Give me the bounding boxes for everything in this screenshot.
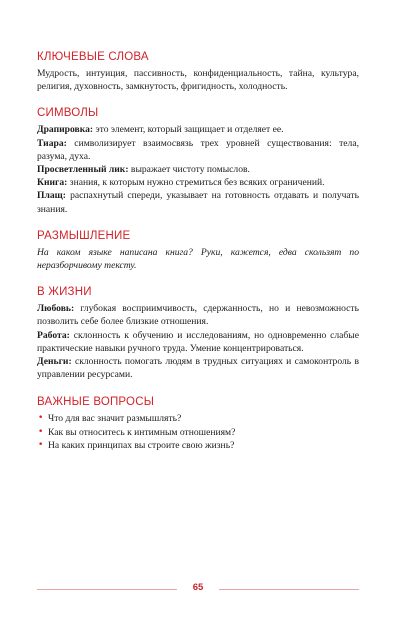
bullet-icon: • [38,440,44,451]
symbol-description: выражает чистоту помыслов. [128,164,250,176]
in-life-section [37,285,359,381]
question-text: На каких принципах вы строите свою жизнь? [48,440,235,452]
in-life-item-love [37,302,359,328]
in-life-term: Любовь: [37,303,75,315]
list-item [37,439,359,452]
symbol-item [37,176,359,189]
in-life-item-money [37,355,359,381]
reflection-text: На каком языке написана книга? Руки, кажется, едва скользят по неразборчивому тексту. [37,246,359,272]
in-life-description: глубокая восприимчивость, сдержанность, но и невозможность позволить себе более близкие отношения. [37,303,359,328]
symbol-item [37,137,359,163]
in-life-description: склонность к обучению и исследованиям, но одновременно слабые практические навыки ручного труда. Умение концентрироваться. [37,329,359,354]
footer-divider-right [219,589,359,590]
symbols-section [37,106,359,215]
keywords-heading: КЛЮЧЕВЫЕ СЛОВА [37,51,149,63]
questions-list [37,412,359,452]
question-text: Что для вас значит размышлять? [48,413,182,425]
page-number: 65 [192,582,204,593]
symbol-description: знания, к которым нужно стремиться без всяких ограничений. [67,177,325,189]
in-life-description: склонность помогать людям в трудных ситуациях и самоконтроль в управлении ресурсами. [37,356,359,381]
symbol-description: распахнутый спереди, указывает на готовность отдавать и получать знания. [37,190,359,215]
reflection-section [37,229,359,272]
symbol-term: Плащ: [37,190,66,202]
bullet-icon: • [38,426,44,437]
symbol-description: это элемент, который защищает и отделяет ее. [93,124,284,136]
in-life-item-work [37,329,359,355]
symbol-term: Просветленный лик: [37,164,129,176]
symbol-term: Тиара: [37,137,67,149]
symbols-heading: СИМВОЛЫ [37,107,99,120]
page-content [37,50,359,466]
keywords-text: Мудрость, интуиция, пассивность, конфиденциальность, тайна, культура, религия, духовность, замкнутость, фригидность, холодность. [37,68,359,93]
questions-heading: ВАЖНЫЕ ВОПРОСЫ [37,396,155,409]
question-text: Как вы относитесь к интимным отношениям? [48,426,236,438]
in-life-term: Работа: [37,329,70,341]
symbol-item [37,189,359,215]
page-footer [37,582,359,596]
list-item [37,412,359,425]
questions-section [37,395,359,452]
bullet-icon: • [38,413,44,424]
in-life-heading: В ЖИЗНИ [37,286,92,299]
symbol-description: символизирует взаимосвязь трех уровней существования: тела, разума, духа. [37,137,359,162]
symbol-term: Драпировка: [37,124,94,136]
symbol-item [37,123,359,136]
keywords-section [37,50,359,93]
symbol-item [37,163,359,176]
list-item [37,426,359,439]
symbol-term: Книга: [37,177,68,189]
in-life-term: Деньги: [37,356,72,368]
reflection-heading: РАЗМЫШЛЕНИЕ [37,229,131,242]
